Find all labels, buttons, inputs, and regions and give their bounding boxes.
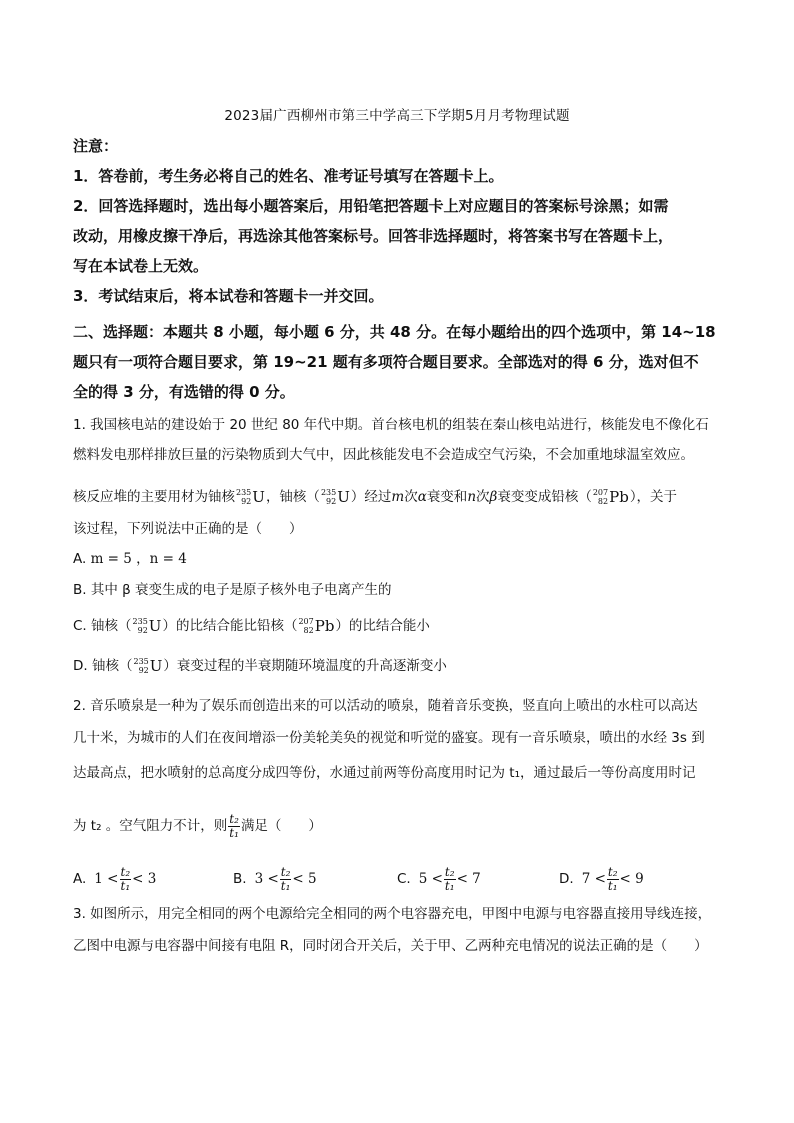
t2-over-t1-fraction: $\frac{\text{t₂}}{\text{t₁}}$ bbox=[229, 811, 239, 840]
q2-line-3: 达最高点，把水喷射的总高度分成四等份，水通过前两等份高度用时记为 t₁，通过最后一等份高度用时记 bbox=[73, 765, 696, 781]
q1-option-b[interactable]: B. 其中 β 衰变生成的电子是原子核外电子电离产生的 bbox=[73, 582, 392, 598]
question-2 bbox=[73, 690, 733, 754]
q1-line-1: 1. 我国核电站的建设始于 20 世纪 80 年代中期。首台核电机的组装在秦山核电站进行，核能发电不像化石 bbox=[73, 417, 709, 433]
q2-line-4: 为 t₂ 。空气阻力不计，则 $\frac{\text{t₂}}{\text{t₁}}$ 满足（ ） bbox=[73, 811, 322, 840]
q3-line-2: 乙图中电源与电容器中间接有电阻 R，同时闭合开关后，关于甲、乙两种充电情况的说法正确的是（ ） bbox=[73, 938, 708, 954]
section-line-1: 二、选择题：本题共 8 小题，每小题 6 分，共 48 分。在每小题给出的四个选项中，第 14~18 bbox=[73, 323, 716, 341]
q2-line-2: 几十米，为城市的人们在夜间增添一份美轮美奂的视觉和听觉的盛宴。现有一音乐喷泉，喷出的水经 3s 到 bbox=[73, 730, 705, 746]
notice-item-2-end: 写在本试卷上无效。 bbox=[73, 257, 209, 275]
q2-option-a[interactable]: A. 1 < $\frac{\text{t₂}}{\text{t₁}}$ < 3 bbox=[73, 864, 157, 893]
uranium-nuclide: 235 92 U bbox=[132, 617, 162, 635]
q1-option-d[interactable]: D. 铀核（ 235 92 U ）衰变过程的半衰期随环境温度的升高逐渐变小 bbox=[73, 651, 447, 681]
lead-nuclide: 207 82 Pb bbox=[592, 488, 629, 506]
uranium-nuclide: 235 92 U bbox=[133, 657, 163, 675]
q1-option-a[interactable]: A. m = 5 ，n = 4 bbox=[73, 551, 187, 567]
uranium-nuclide: 235 92 U bbox=[236, 488, 265, 506]
page-title: 2023届广西柳州市第三中学高三下学期5月月考物理试题 bbox=[224, 108, 570, 124]
q1-line-4: 该过程，下列说法中正确的是（ ） bbox=[73, 521, 303, 537]
question-1 bbox=[73, 410, 733, 470]
q2-line-1: 2. 音乐喷泉是一种为了娱乐而创造出来的可以活动的喷泉，随着音乐变换，竖直向上喷出的水柱可以高达 bbox=[73, 698, 698, 714]
section-line-2: 题只有一项符合题目要求，第 19~21 题有多项符合题目要求。全部选对的得 6 分，选对但不 bbox=[73, 353, 699, 371]
section-header bbox=[73, 317, 733, 407]
question-3 bbox=[73, 898, 733, 962]
q3-line-1: 3. 如图所示，用完全相同的两个电源给完全相同的两个电容器充电，甲图中电源与电容器直接用导线连接， bbox=[73, 906, 712, 922]
section-line-3: 全的得 3 分，有选错的得 0 分。 bbox=[73, 383, 295, 401]
notice-heading: 注意： bbox=[73, 137, 119, 155]
notice-item-2: 2．回答选择题时，选出每小题答案后，用铅笔把答题卡上对应题目的答案标号涂黑；如需 bbox=[73, 197, 669, 215]
q2-options bbox=[73, 862, 733, 896]
q1-line-3: 核反应堆的主要用材为铀核 235 92 U ，铀核（ 235 92 U ）经过m次α衰变和n次β衰变变成铅核（ 207 82 Pb ），关于 bbox=[73, 480, 733, 514]
notice-item-2-cont: 改动，用橡皮擦干净后，再选涂其他答案标号。回答非选择题时，将答案书写在答题卡上， bbox=[73, 227, 674, 245]
q1-option-c[interactable]: C. 铀核（ 235 92 U ）的比结合能比铅核（ 207 82 Pb ）的比结合能小 bbox=[73, 611, 430, 641]
notice-item-1: 1．答卷前，考生务必将自己的姓名、准考证号填写在答题卡上。 bbox=[73, 167, 504, 185]
notice-section bbox=[73, 131, 733, 311]
q1-line-2: 燃料发电那样排放巨量的污染物质到大气中，因此核能发电不会造成空气污染，不会加重地球温室效应。 bbox=[73, 447, 694, 463]
q2-option-b[interactable]: B. 3 < $\frac{\text{t₂}}{\text{t₁}}$ < 5 bbox=[233, 864, 317, 893]
q2-option-c[interactable]: C. 5 < $\frac{\text{t₂}}{\text{t₁}}$ < 7 bbox=[397, 864, 481, 893]
lead-nuclide: 207 82 Pb bbox=[298, 617, 335, 635]
q2-option-d[interactable]: D. 7 < $\frac{\text{t₂}}{\text{t₁}}$ < 9 bbox=[559, 864, 644, 893]
uranium-nuclide: 235 92 U bbox=[320, 488, 350, 506]
notice-item-3: 3．考试结束后，将本试卷和答题卡一并交回。 bbox=[73, 287, 384, 305]
